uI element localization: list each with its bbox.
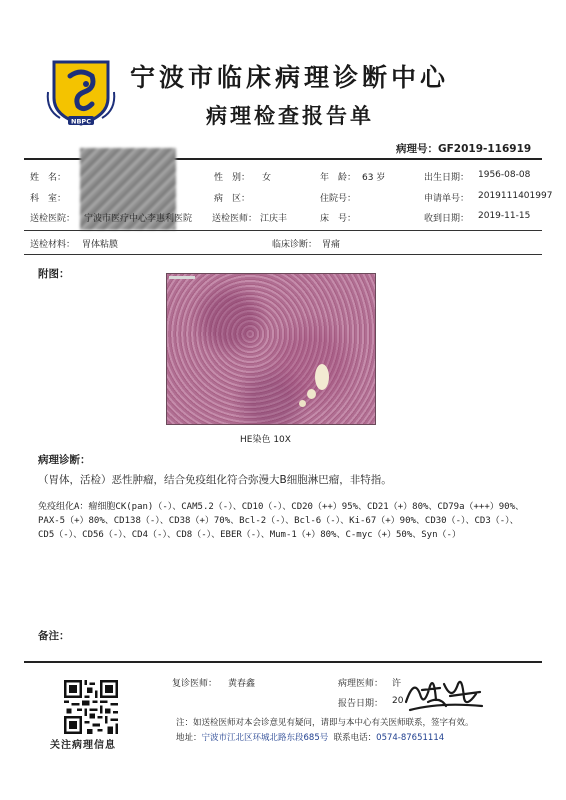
clinical-diagnosis-label: 临床诊断：: [272, 240, 318, 250]
inpatient-number-label: 住院号：: [320, 194, 357, 204]
diagnosis-title: 病理诊断：: [38, 454, 91, 466]
qr-code-icon: [64, 680, 118, 734]
micrograph-image: [166, 273, 376, 425]
micrograph-vacuole: [315, 364, 329, 390]
report-date-label: 报告日期：: [338, 699, 384, 709]
organization-name: 宁波市临床病理诊断中心: [130, 63, 450, 92]
received-date-value: 2019-11-15: [478, 211, 531, 221]
department-label: 科 室：: [30, 194, 67, 204]
ward-label: 病 区：: [214, 194, 251, 204]
bed-label: 床 号：: [320, 214, 357, 224]
remarks-label: 备注：: [38, 630, 70, 642]
review-doctor-label: 复诊医师：: [172, 679, 218, 689]
info-rule: [24, 230, 542, 231]
figure-label: 附图：: [38, 268, 70, 280]
phone-label: 联系电话：: [333, 733, 377, 743]
gender-label: 性 别：: [214, 173, 251, 183]
request-number-value: 2019111401997: [478, 191, 553, 201]
diagnosis-text: （胃体，活检）恶性肿瘤，结合免疫组化符合弥漫大B细胞淋巴瘤，非特指。: [38, 474, 392, 486]
birth-value: 1956-08-08: [478, 170, 531, 180]
birth-label: 出生日期：: [424, 173, 470, 183]
doctor-label: 送检医师：: [212, 214, 258, 224]
hospital-value: 宁波市医疗中心李惠利医院: [84, 214, 193, 224]
logo-text: NBPC: [71, 117, 91, 126]
material-value: 胃体粘膜: [82, 240, 119, 250]
footer-rule: [24, 661, 542, 663]
footer-address: [176, 731, 444, 743]
name-label: 姓 名：: [30, 173, 67, 183]
pathology-number-label: 病理号：: [396, 143, 438, 155]
pathology-number: [396, 141, 531, 156]
pathologist-label: 病理医师：: [338, 679, 384, 689]
received-date-label: 收到日期：: [424, 214, 470, 224]
report-title: 病理检查报告单: [206, 103, 374, 128]
qr-code-label: 关注病理信息: [50, 740, 116, 751]
address-label: 地址：: [176, 733, 202, 743]
scale-bar: [169, 276, 195, 279]
report-date-value: 20: [392, 696, 404, 706]
pathologist-value: 许: [392, 679, 402, 689]
gender-value: 女: [262, 173, 272, 183]
doctor-value: 江庆丰: [260, 214, 288, 224]
micrograph-vacuole: [307, 389, 316, 399]
clinical-diagnosis-value: 胃痛: [322, 240, 341, 250]
address-value: 宁波市江北区环城北路东段685号: [201, 733, 329, 743]
immunohistochemistry-text: 免疫组化A：瘤细胞CK(pan)（-）、CAM5.2（-）、CD10（-）、CD20（++）95%、CD21（+）80%、CD79a（+++）90%、PAX-5（+）80%、CD138（-）、CD38（+）70%、Bcl-2（-）、Bcl-6（-）、Ki-67（+）90%、CD30（-）、CD3（-）、CD5（-）、CD56（-）、CD4（-）、CD8（-）、EBER（-）、Mum-1（+）80%、C-myc（+）50%、Syn（-）: [38, 502, 525, 540]
handwritten-signature: [400, 672, 486, 716]
pathology-number-value: GF2019-116919: [438, 143, 532, 155]
footer-note: 注：如送检医师对本会诊意见有疑问，请即与本中心有关医师联系，签字有效。: [176, 718, 474, 728]
material-label: 送检材料：: [30, 240, 76, 250]
age-value: 63 岁: [362, 173, 386, 183]
request-number-label: 申请单号：: [424, 194, 470, 204]
age-label: 年 龄：: [320, 173, 357, 183]
nbpc-logo-icon: [44, 58, 118, 128]
micrograph-vacuole: [299, 400, 306, 407]
figure-caption: HE染色 10X: [240, 435, 291, 445]
phone-value: 0574-87651114: [376, 733, 445, 743]
material-rule: [24, 254, 542, 255]
hospital-label: 送检医院：: [30, 214, 76, 224]
review-doctor-value: 黄春鑫: [228, 679, 256, 689]
